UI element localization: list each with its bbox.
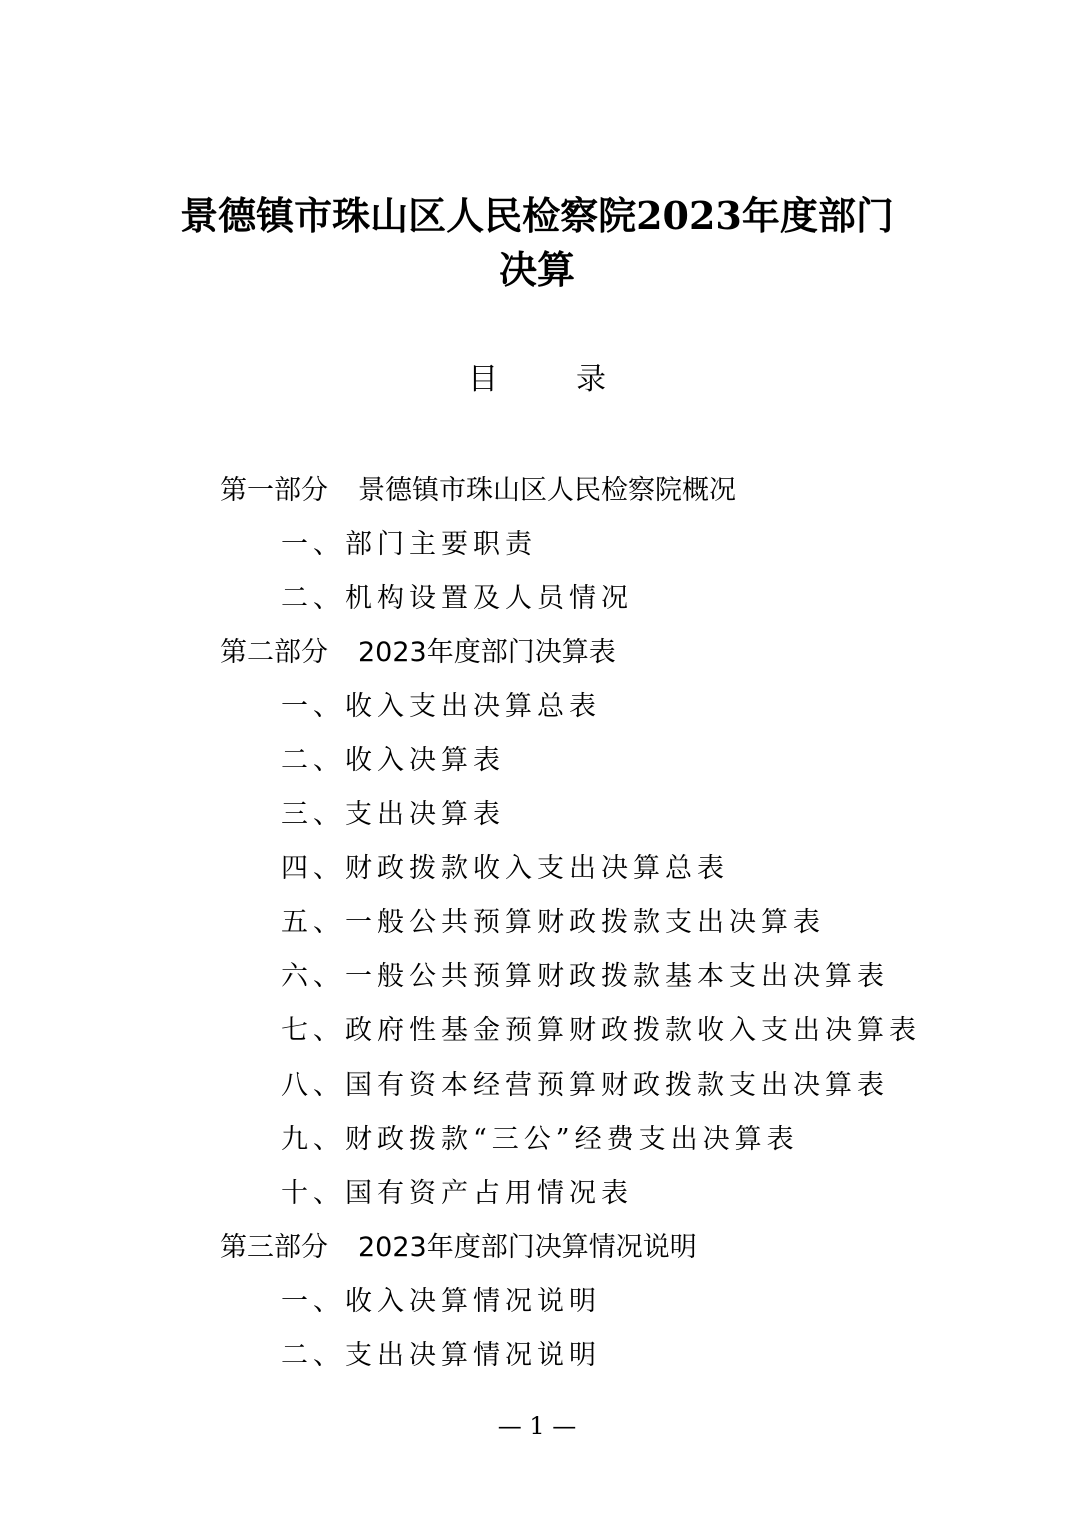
toc-item: 八、国有资本经营预算财政拨款支出决算表 [281, 1070, 889, 1101]
toc-part-2 [220, 633, 616, 673]
part-2-label: 第二部分 [220, 637, 328, 668]
toc-item: 六、一般公共预算财政拨款基本支出决算表 [281, 961, 889, 992]
toc-item: 三、支出决算表 [281, 799, 505, 830]
toc-part-3 [220, 1228, 697, 1268]
part-3-label: 第三部分 [220, 1232, 328, 1263]
toc-part-1 [220, 471, 736, 511]
part-2-title: 2023年度部门决算表 [358, 637, 616, 668]
toc-heading-right: 录 [576, 362, 606, 397]
toc-heading [0, 358, 1074, 402]
toc-item: 九、财政拨款“三公”经费支出决算表 [281, 1124, 799, 1155]
document-title-line-1: 景德镇市珠山区人民检察院2023年度部门 [180, 193, 894, 238]
document-title-line-2: 决算 [498, 247, 575, 292]
toc-item: 五、一般公共预算财政拨款支出决算表 [281, 907, 825, 938]
toc-item: 七、政府性基金预算财政拨款收入支出决算表 [281, 1015, 921, 1046]
toc-item: 一、收入支出决算总表 [281, 691, 601, 722]
page-number: — 1 — [497, 1412, 577, 1440]
toc-item: 四、财政拨款收入支出决算总表 [281, 853, 729, 884]
toc-heading-left: 目 [468, 362, 498, 397]
toc-item: 一、部门主要职责 [281, 529, 537, 560]
toc-item: 一、收入决算情况说明 [281, 1286, 601, 1317]
part-3-title: 2023年度部门决算情况说明 [358, 1232, 697, 1263]
part-1-label: 第一部分 [220, 475, 328, 506]
toc-item: 二、支出决算情况说明 [281, 1340, 601, 1371]
part-1-title: 景德镇市珠山区人民检察院概况 [358, 475, 736, 506]
toc-item: 十、国有资产占用情况表 [281, 1178, 633, 1209]
toc-item: 二、机构设置及人员情况 [281, 583, 633, 614]
toc-item: 二、收入决算表 [281, 745, 505, 776]
